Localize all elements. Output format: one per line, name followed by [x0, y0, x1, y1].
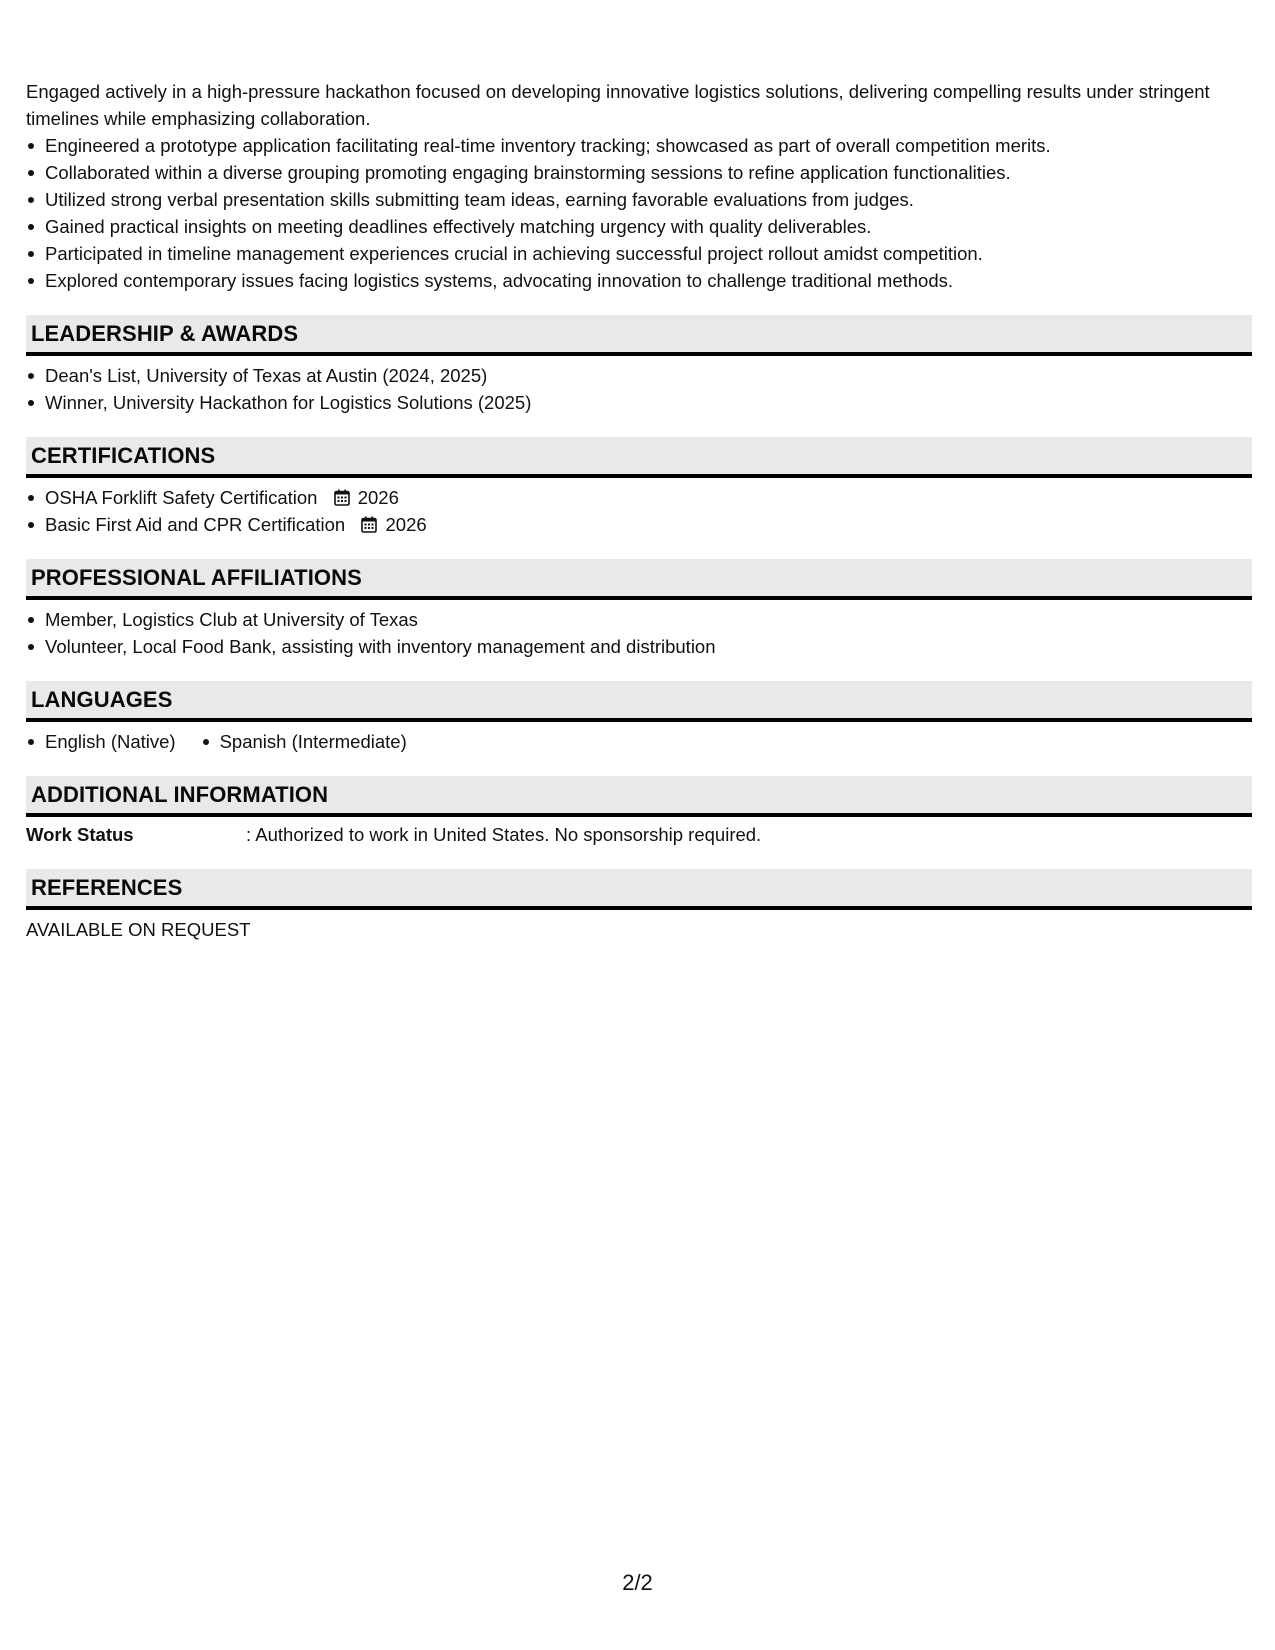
- certification-year: 2026: [357, 487, 399, 508]
- references-text: AVAILABLE ON REQUEST: [26, 919, 251, 940]
- section-header-additional-information: [26, 776, 1252, 817]
- section-title: CERTIFICATIONS: [31, 443, 216, 468]
- list-item: Gained practical insights on meeting deadlines effectively matching urgency with quality deliverables.: [26, 213, 1252, 240]
- resume-page-content: [26, 78, 1252, 943]
- section-header-references: [26, 869, 1252, 910]
- section-header-leadership: [26, 315, 1252, 356]
- list-item: Winner, University Hackathon for Logistics Solutions (2025): [26, 389, 1252, 416]
- list-item: [26, 484, 1252, 511]
- list-item: Engineered a prototype application facilitating real-time inventory tracking; showcased as part of overall competition merits.: [26, 132, 1252, 159]
- certification-year: 2026: [385, 514, 427, 535]
- certification-name: OSHA Forklift Safety Certification: [45, 487, 318, 508]
- list-item: Volunteer, Local Food Bank, assisting with inventory management and distribution: [26, 633, 1252, 660]
- leadership-list: [26, 362, 1252, 416]
- experience-summary: Engaged actively in a high-pressure hackathon focused on developing innovative logistics solutions, delivering compelling results under stringent timelines while emphasizing collaboration.: [26, 81, 1210, 129]
- list-item: Member, Logistics Club at University of Texas: [26, 606, 1252, 633]
- certifications-list: [26, 484, 1252, 538]
- section-title: ADDITIONAL INFORMATION: [31, 782, 329, 807]
- list-item: Collaborated within a diverse grouping promoting engaging brainstorming sessions to refine application functionalities.: [26, 159, 1252, 186]
- experience-bullet-list: [26, 132, 1252, 294]
- list-item: Utilized strong verbal presentation skills submitting team ideas, earning favorable evaluations from judges.: [26, 186, 1252, 213]
- list-item: Participated in timeline management experiences crucial in achieving successful project rollout amidst competition.: [26, 240, 1252, 267]
- calendar-icon: [334, 489, 350, 506]
- section-header-certifications: [26, 437, 1252, 478]
- work-status-value: : Authorized to work in United States. No sponsorship required.: [246, 824, 762, 845]
- list-item: Dean's List, University of Texas at Austin (2024, 2025): [26, 362, 1252, 389]
- list-item: English (Native): [26, 728, 176, 755]
- section-title: LANGUAGES: [31, 687, 173, 712]
- certification-name: Basic First Aid and CPR Certification: [45, 514, 346, 535]
- section-header-affiliations: [26, 559, 1252, 600]
- list-item: Explored contemporary issues facing logistics systems, advocating innovation to challenge traditional methods.: [26, 267, 1252, 294]
- affiliations-list: [26, 606, 1252, 660]
- page-number: 2/2: [622, 1570, 653, 1595]
- work-status-label: Work Status: [26, 824, 134, 845]
- languages-list: [26, 728, 1252, 755]
- section-title: LEADERSHIP & AWARDS: [31, 321, 299, 346]
- section-header-languages: [26, 681, 1252, 722]
- list-item: Spanish (Intermediate): [201, 728, 407, 755]
- calendar-icon: [361, 516, 377, 533]
- work-status-row: [26, 821, 1252, 848]
- section-title: PROFESSIONAL AFFILIATIONS: [31, 565, 362, 590]
- list-item: [26, 511, 1252, 538]
- section-title: REFERENCES: [31, 875, 183, 900]
